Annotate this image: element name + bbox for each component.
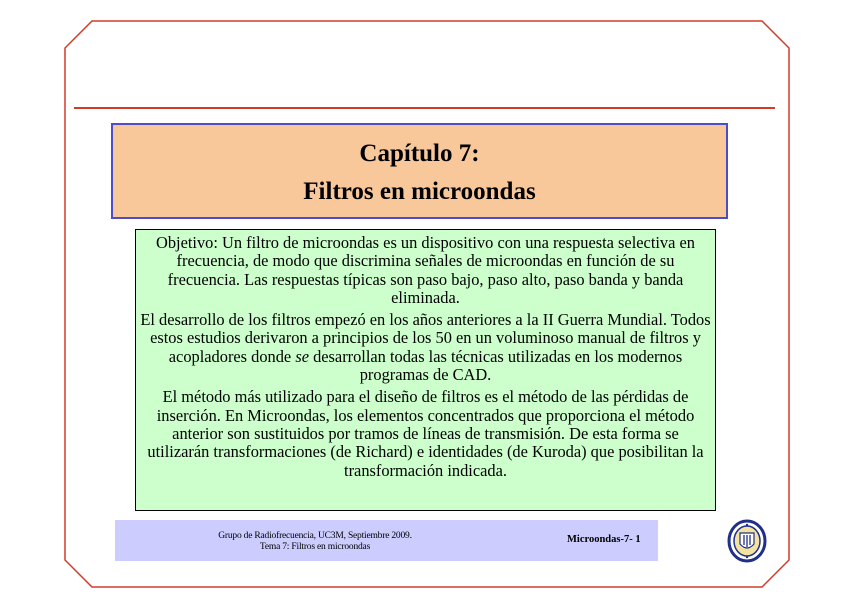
history-paragraph (140, 311, 711, 384)
history-text-end: desarrollan todas las técnicas utilizadas en los modernos programas de CAD. (308, 346, 683, 385)
chapter-subtitle: Filtros en microondas (303, 178, 536, 205)
chapter-title: Capítulo 7: (359, 140, 480, 167)
page-number: Microondas-7- 1 (567, 534, 641, 545)
method-paragraph: El método más utilizado para el diseño de filtros es el método de las pérdidas de inserción. En Microondas, los elementos concentrados que proporciona el método anterior son sustituidos por tramos de líneas de transmisión. De esta forma se utilizarán transformaciones (de Richard) e identidades (de Kuroda) que posibilitan la transformación indicada. (147, 387, 704, 480)
footer-credits (195, 531, 435, 553)
title-box (111, 123, 728, 219)
content-box (135, 229, 716, 511)
history-text-start: El desarrollo de los filtros empezó en los años anteriores a la II Guerra Mundial. Todos estos estudios derivaron a principios de los 50 en un voluminoso manual de filtros y acopladores donde (140, 310, 711, 366)
footer-topic-line: Tema 7: Filtros en microondas (259, 542, 371, 552)
footer-group-line: Grupo de Radiofrecuencia, UC3M, Septiembre 2009. (218, 531, 412, 541)
objective-paragraph: Objetivo: Un filtro de microondas es un dispositivo con una respuesta selectiva en frecuencia, de modo que discrimina señales de microondas en función de su frecuencia. Las respuestas típicas son paso bajo, paso alto, paso banda y banda eliminada. (156, 233, 695, 307)
footer-band (115, 520, 658, 561)
university-seal-icon (727, 519, 767, 563)
history-text-emphasis: se (295, 346, 309, 366)
